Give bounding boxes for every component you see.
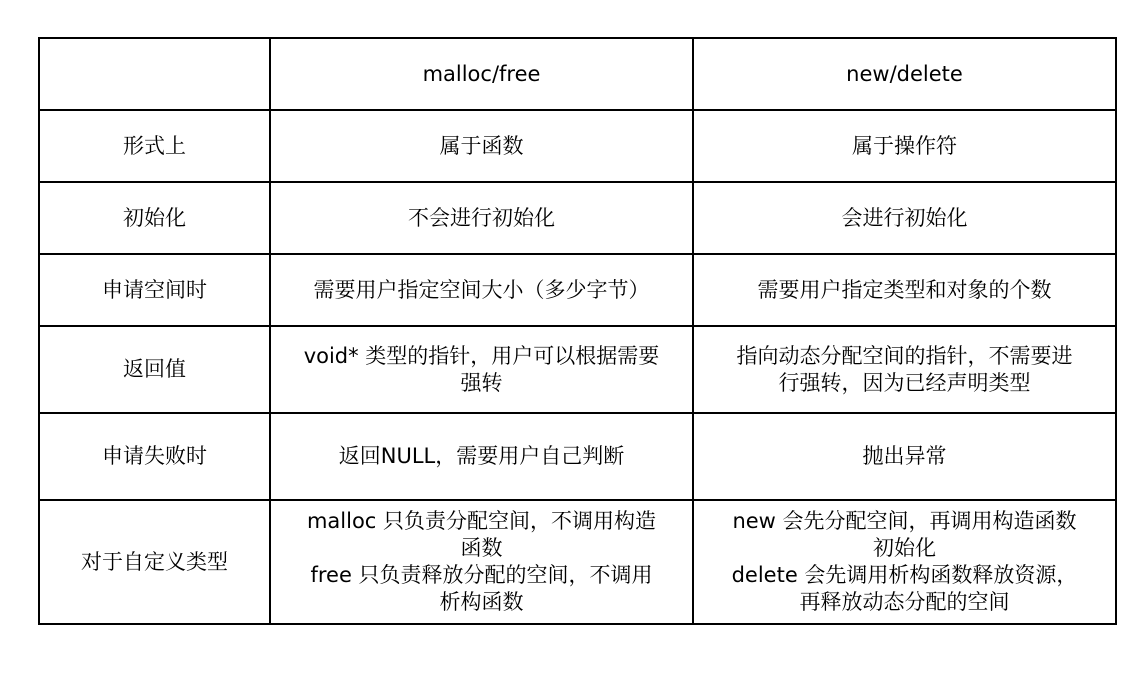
row-label: 申请空间时 [39,254,270,326]
header-cell-new-delete: new/delete [693,38,1116,110]
table-row [39,326,1116,413]
cell-text: 析构函数 [439,590,524,614]
comparison-table [38,37,1117,625]
cell-text: 抛出异常 [862,444,947,468]
cell-text: 再释放动态分配的空间 [799,590,1010,614]
cell-text: 会进行初始化 [841,205,968,230]
cell-text: 需要用户指定空间大小（多少字节） [313,277,650,302]
cell-text: delete 会先调用析构函数释放资源， [731,563,1078,587]
cell-text: free 只负责释放分配的空间，不调用 [310,563,653,587]
row-label: 形式上 [39,110,270,182]
new-delete-cell [693,500,1116,624]
cell-text: 行强转，因为已经声明类型 [778,370,1031,395]
table-row [39,413,1116,500]
cell-text: void* 类型的指针，用户可以根据需要 [303,343,660,368]
cell-text: 初始化 [873,536,936,560]
new-delete-cell [693,182,1116,254]
cell-text: new 会先分配空间，再调用构造函数 [732,509,1077,533]
new-delete-cell [693,110,1116,182]
cell-text: 返回NULL，需要用户自己判断 [338,444,625,468]
cell-text: malloc 只负责分配空间，不调用构造 [306,509,657,533]
cell-text: 强转 [460,370,503,395]
row-label: 初始化 [39,182,270,254]
cell-text: 不会进行初始化 [408,205,555,230]
new-delete-cell [693,326,1116,413]
table-header-row [39,38,1116,110]
row-label: 返回值 [39,326,270,413]
malloc-free-cell [270,326,693,413]
malloc-free-cell [270,500,693,624]
malloc-free-cell [270,413,693,500]
cell-text: 指向动态分配空间的指针，不需要进 [736,343,1073,368]
table-row [39,182,1116,254]
new-delete-cell [693,413,1116,500]
row-label: 申请失败时 [39,413,270,500]
new-delete-cell [693,254,1116,326]
malloc-free-cell [270,110,693,182]
header-cell-empty [39,38,270,110]
cell-text: 属于操作符 [852,133,957,158]
row-label: 对于自定义类型 [39,500,270,624]
table-row [39,254,1116,326]
cell-text: 函数 [460,536,503,560]
cell-text: 属于函数 [439,133,524,158]
malloc-free-cell [270,182,693,254]
header-cell-malloc-free: malloc/free [270,38,693,110]
table-row [39,110,1116,182]
cell-text: 需要用户指定类型和对象的个数 [757,277,1052,302]
table-row [39,500,1116,624]
malloc-free-cell [270,254,693,326]
